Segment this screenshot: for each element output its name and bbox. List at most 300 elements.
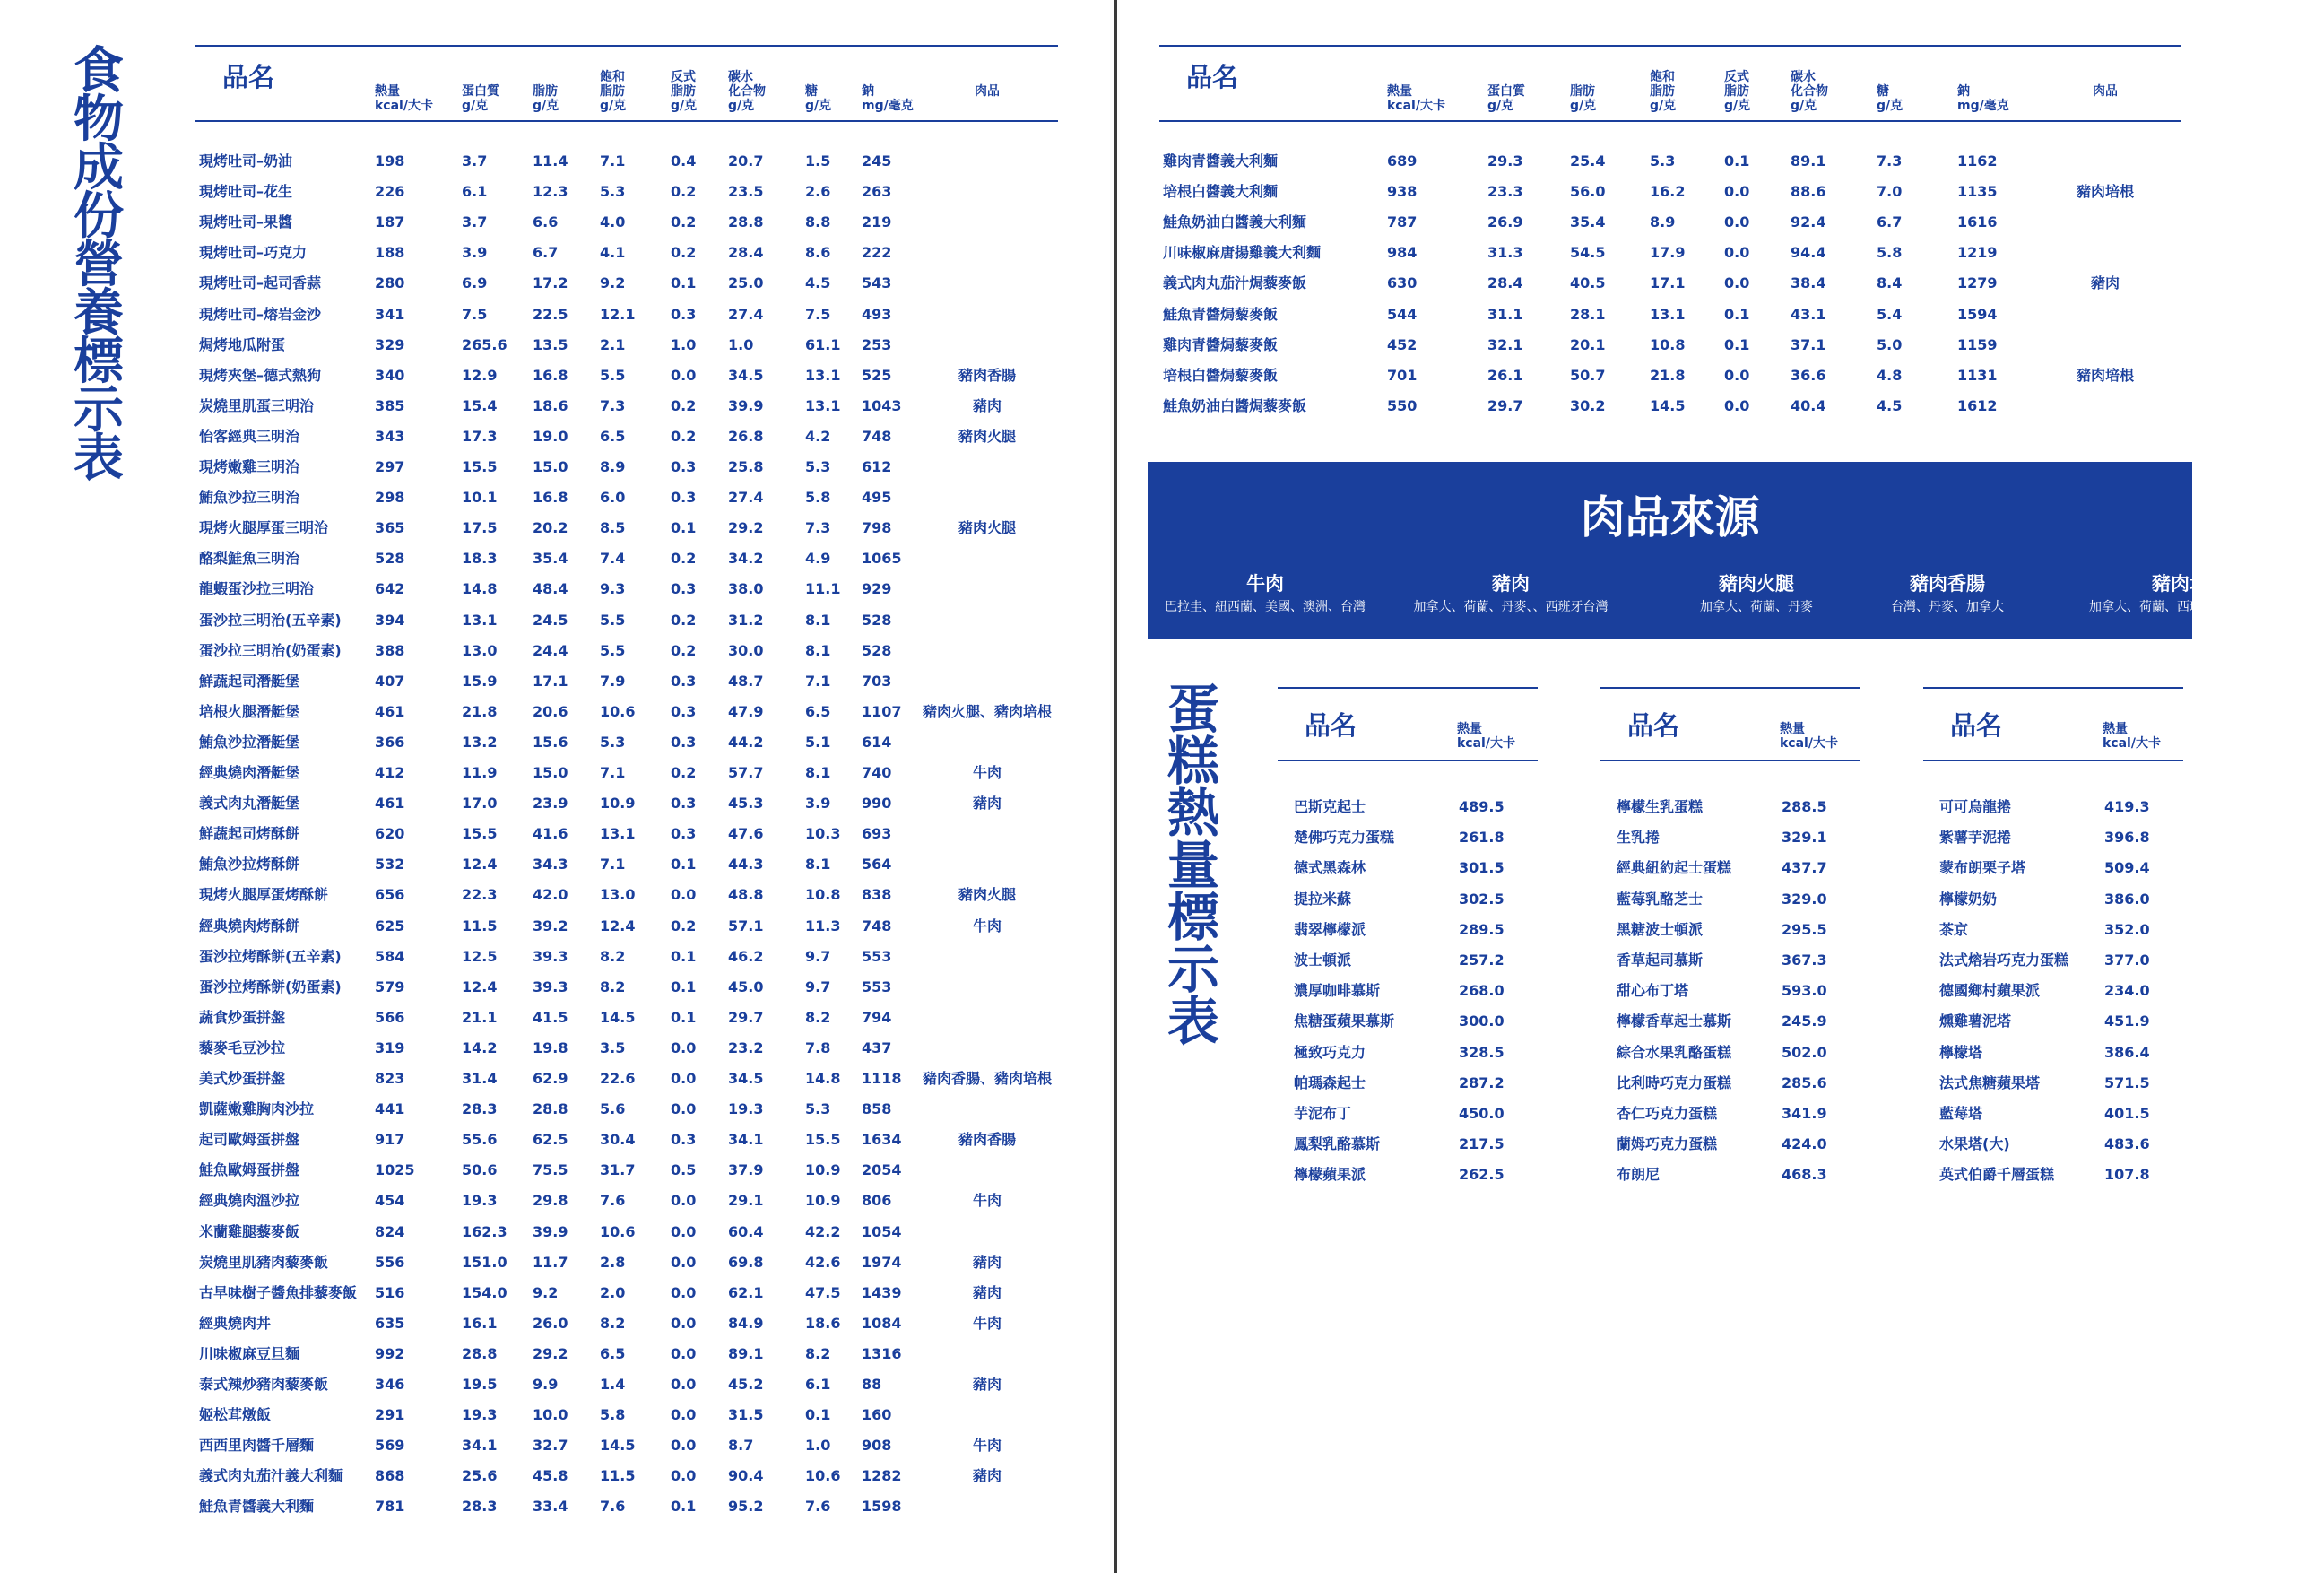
nutrient-value: 41.6 xyxy=(533,825,568,843)
nutrient-value: 48.7 xyxy=(728,672,764,690)
nutrient-value: 1.0 xyxy=(728,335,754,353)
column-header-line: 飽和 xyxy=(1650,70,1675,84)
cake-name: 香草起司慕斯 xyxy=(1617,952,1704,969)
item-name: 蛋沙拉三明治(五辛素) xyxy=(199,611,342,629)
column-header-line: 飽和 xyxy=(600,70,625,84)
nutrient-value: 37.9 xyxy=(728,1161,764,1179)
cake-kcal: 341.9 xyxy=(1782,1105,1827,1122)
nutrient-value: 0.2 xyxy=(671,244,697,262)
nutrient-value: 21.1 xyxy=(462,1008,498,1026)
nutrient-value: 26.9 xyxy=(1487,213,1523,231)
nutrient-value: 17.9 xyxy=(1650,244,1686,262)
nutrient-value: 10.9 xyxy=(805,1192,841,1210)
cake-column-header-name: 品名 xyxy=(1305,710,1357,741)
table-row xyxy=(195,1186,1058,1216)
cake-kcal: 285.6 xyxy=(1782,1073,1827,1091)
nutrient-value: 31.4 xyxy=(462,1070,498,1087)
column-header-line: kcal/大卡 xyxy=(2103,736,2161,751)
item-name: 經典燒肉溫沙拉 xyxy=(199,1192,300,1210)
cake-kcal: 287.2 xyxy=(1459,1073,1505,1091)
nutrient-value: 0.0 xyxy=(671,1314,697,1332)
nutrient-value: 0.0 xyxy=(671,1467,697,1485)
column-header xyxy=(728,70,766,113)
nutrient-value: 10.1 xyxy=(462,489,498,507)
nutrient-value: 2.1 xyxy=(600,335,626,353)
cake-kcal: 396.8 xyxy=(2104,829,2150,847)
nutrient-value: 0.2 xyxy=(671,427,697,445)
nutrient-value: 0.1 xyxy=(671,519,697,537)
cake-kcal: 295.5 xyxy=(1782,920,1827,938)
nutrient-value: 13.1 xyxy=(805,396,841,414)
cake-row xyxy=(1278,1006,1538,1037)
nutrient-value: 8.2 xyxy=(600,947,626,965)
nutrient-value: 12.5 xyxy=(462,947,498,965)
nutrient-value: 35.4 xyxy=(1570,213,1606,231)
cake-kcal: 262.5 xyxy=(1459,1166,1505,1184)
nutrient-value: 75.5 xyxy=(533,1161,568,1179)
nutrient-value: 614 xyxy=(862,733,892,751)
nutrient-value: 23.2 xyxy=(728,1039,764,1056)
nutrient-value: 1974 xyxy=(862,1253,902,1271)
nutrient-value: 412 xyxy=(375,764,405,781)
nutrient-value: 8.2 xyxy=(600,978,626,995)
nutrient-value: 495 xyxy=(862,489,892,507)
cake-name: 蒙布朗栗子塔 xyxy=(1939,859,2026,877)
cake-kcal: 377.0 xyxy=(2104,952,2150,969)
nutrient-value: 7.3 xyxy=(600,396,626,414)
column-header xyxy=(1877,84,1903,113)
nutrient-value: 461 xyxy=(375,702,405,720)
cake-name: 芋泥布丁 xyxy=(1294,1105,1352,1122)
nutrient-value: 62.5 xyxy=(533,1131,568,1149)
table-row xyxy=(195,1461,1058,1491)
nutrient-value: 6.1 xyxy=(462,183,488,201)
nutrient-value: 0.0 xyxy=(671,886,697,904)
column-header-line: g/克 xyxy=(671,99,698,113)
nutrient-value: 25.8 xyxy=(728,458,764,475)
nutrient-value: 0.5 xyxy=(671,1161,697,1179)
nutrient-value: 990 xyxy=(862,795,892,813)
nutrient-value: 6.1 xyxy=(805,1376,831,1393)
cake-name: 藍莓乳酪芝士 xyxy=(1617,890,1704,908)
nutrient-value: 55.6 xyxy=(462,1131,498,1149)
nutrient-value: 703 xyxy=(862,672,892,690)
nutrient-value: 1043 xyxy=(862,396,902,414)
nutrient-value: 16.8 xyxy=(533,366,568,384)
nutrient-value: 39.3 xyxy=(533,947,568,965)
cake-row xyxy=(1923,792,2183,822)
nutrient-value: 57.7 xyxy=(728,764,764,781)
nutrient-value: 8.5 xyxy=(600,519,626,537)
title-nutrition-char: 表 xyxy=(74,430,124,488)
cake-name: 濃厚咖啡慕斯 xyxy=(1294,982,1381,1000)
title-nutrition-char: 成 xyxy=(74,139,124,197)
item-name: 培根火腿潛艇堡 xyxy=(199,702,300,720)
column-header-line: g/克 xyxy=(462,99,489,113)
nutrient-value: 10.6 xyxy=(805,1467,841,1485)
column-header-line: 反式 xyxy=(671,70,696,84)
nutrient-value: 26.1 xyxy=(1487,366,1523,384)
nutrient-value: 22.5 xyxy=(533,305,568,323)
title-nutrition-char: 食 xyxy=(74,42,124,100)
item-name: 美式炒蛋拼盤 xyxy=(199,1070,286,1087)
cake-row xyxy=(1600,1099,1860,1129)
nutrient-value: 748 xyxy=(862,427,892,445)
page-divider xyxy=(1114,0,1117,1573)
title-cake-char: 熱 xyxy=(1166,783,1219,844)
nutrient-value: 12.1 xyxy=(600,305,636,323)
nutrient-value: 0.3 xyxy=(671,795,697,813)
nutrient-value: 12.3 xyxy=(533,183,568,201)
meat-type: 豬肉火腿 xyxy=(958,427,1016,445)
cake-name: 蘭姆巧克力蛋糕 xyxy=(1617,1135,1718,1153)
cake-row xyxy=(1600,945,1860,976)
column-header-line: 脂肪 xyxy=(671,84,696,99)
meat-origin: 加拿大、荷蘭、丹麥、、西班牙台灣 xyxy=(1413,600,1609,614)
nutrient-value: 45.0 xyxy=(728,978,764,995)
column-header-line: 蛋白質 xyxy=(1487,84,1525,99)
cake-name: 英式伯爵千層蛋糕 xyxy=(1939,1166,2055,1184)
table-row xyxy=(195,788,1058,819)
cake-kcal: 401.5 xyxy=(2104,1105,2150,1122)
nutrient-value: 366 xyxy=(375,733,405,751)
nutrient-value: 0.3 xyxy=(671,305,697,323)
nutrient-value: 0.0 xyxy=(671,1253,697,1271)
meat-type: 豬肉 xyxy=(972,1283,1002,1301)
column-header-line: kcal/大卡 xyxy=(1457,736,1515,751)
nutrient-value: 8.7 xyxy=(728,1437,754,1455)
cake-column-header-name: 品名 xyxy=(1950,710,2003,741)
item-name: 川味椒麻唐揚雞義大利麵 xyxy=(1163,244,1322,262)
nutrient-value: 556 xyxy=(375,1253,405,1271)
nutrient-value: 0.1 xyxy=(671,978,697,995)
cake-name: 水果塔(大) xyxy=(1939,1135,2010,1153)
meat-type: 豬肉香腸 xyxy=(958,1131,1016,1149)
nutrient-value: 823 xyxy=(375,1070,405,1087)
nutrient-value: 15.6 xyxy=(533,733,568,751)
nutrient-value: 3.9 xyxy=(462,244,488,262)
nutrient-value: 343 xyxy=(375,427,405,445)
table-row xyxy=(195,1003,1058,1033)
item-name: 鮮蔬起司潛艇堡 xyxy=(199,672,300,690)
nutrient-value: 17.0 xyxy=(462,795,498,813)
nutrient-value: 0.0 xyxy=(671,1344,697,1362)
item-name: 現烤吐司–起司香蒜 xyxy=(199,274,322,292)
column-header-line: kcal/大卡 xyxy=(375,99,433,113)
nutrient-value: 29.3 xyxy=(1487,152,1523,169)
nutrient-value: 740 xyxy=(862,764,892,781)
nutrient-value: 365 xyxy=(375,519,405,537)
cake-kcal: 300.0 xyxy=(1459,1012,1505,1030)
nutrient-value: 1612 xyxy=(1957,396,1998,414)
nutrient-value: 8.1 xyxy=(805,764,831,781)
cake-kcal: 288.5 xyxy=(1782,798,1827,815)
meat-type: 豬肉火腿 xyxy=(958,886,1016,904)
nutrient-value: 1131 xyxy=(1957,366,1998,384)
nutrient-value: 0.0 xyxy=(671,1222,697,1240)
table-row xyxy=(195,1278,1058,1308)
nutrient-value: 13.0 xyxy=(600,886,636,904)
column-header xyxy=(862,84,914,113)
nutrient-value: 1598 xyxy=(862,1498,902,1516)
nutrient-value: 25.0 xyxy=(728,274,764,292)
nutrient-value: 794 xyxy=(862,1008,892,1026)
nutrient-value: 0.0 xyxy=(1724,183,1750,201)
nutrient-value: 19.0 xyxy=(533,427,568,445)
column-header-line: g/克 xyxy=(1487,99,1514,113)
table-row xyxy=(195,300,1058,330)
nutrient-value: 0.2 xyxy=(671,550,697,568)
cake-row xyxy=(1923,1068,2183,1099)
table-row xyxy=(195,1033,1058,1064)
table-row xyxy=(195,666,1058,697)
nutrient-value: 564 xyxy=(862,856,892,873)
nutrient-value: 0.2 xyxy=(671,183,697,201)
nutrient-value: 39.3 xyxy=(533,978,568,995)
nutrient-value: 0.0 xyxy=(671,1192,697,1210)
nutrient-value: 162.3 xyxy=(462,1222,507,1240)
nutrient-value: 0.1 xyxy=(1724,305,1750,323)
cake-name: 生乳捲 xyxy=(1617,829,1661,847)
cake-kcal: 386.0 xyxy=(2104,890,2150,908)
cake-row xyxy=(1923,1099,2183,1129)
nutrient-value: 39.9 xyxy=(533,1222,568,1240)
table-row xyxy=(195,391,1058,421)
column-header-line: g/克 xyxy=(1650,99,1677,113)
cake-row xyxy=(1278,1038,1538,1068)
nutrient-value: 1084 xyxy=(862,1314,902,1332)
cake-kcal: 571.5 xyxy=(2104,1073,2150,1091)
cake-table-top-rule xyxy=(1923,687,2183,689)
table-row xyxy=(195,727,1058,758)
nutrient-value: 23.9 xyxy=(533,795,568,813)
column-header-line: 肉品 xyxy=(2093,84,2118,99)
nutrient-value: 394 xyxy=(375,611,405,629)
nutrient-value: 33.4 xyxy=(533,1498,568,1516)
table-row xyxy=(195,238,1058,268)
nutrient-value: 5.1 xyxy=(805,733,831,751)
nutrient-value: 89.1 xyxy=(1791,152,1826,169)
nutrient-value: 2.8 xyxy=(600,1253,626,1271)
cake-kcal: 245.9 xyxy=(1782,1012,1827,1030)
nutrient-value: 298 xyxy=(375,489,405,507)
nutrient-value: 689 xyxy=(1387,152,1418,169)
nutrient-value: 17.2 xyxy=(533,274,568,292)
nutrient-value: 0.0 xyxy=(671,1039,697,1056)
nutrient-value: 22.3 xyxy=(462,886,498,904)
title-cake-char: 蛋 xyxy=(1166,679,1219,740)
cake-row xyxy=(1600,884,1860,915)
nutrient-value: 8.1 xyxy=(805,856,831,873)
nutrient-value: 30.4 xyxy=(600,1131,636,1149)
meat-type: 豬肉 xyxy=(972,795,1002,813)
cake-row xyxy=(1600,915,1860,945)
nutrient-value: 10.9 xyxy=(805,1161,841,1179)
table-row xyxy=(195,819,1058,849)
item-name: 培根白醬義大利麵 xyxy=(1163,183,1279,201)
column-header-line: g/克 xyxy=(1724,99,1751,113)
nutrient-value: 14.5 xyxy=(1650,396,1686,414)
nutrient-value: 28.4 xyxy=(728,244,764,262)
cake-table-header-rule xyxy=(1278,760,1538,761)
cake-kcal: 257.2 xyxy=(1459,952,1505,969)
nutrient-value: 5.3 xyxy=(805,1100,831,1118)
cake-name: 極致巧克力 xyxy=(1294,1043,1366,1061)
nutrient-value: 34.1 xyxy=(728,1131,764,1149)
nutrient-value: 29.8 xyxy=(533,1192,568,1210)
nutrient-value: 50.7 xyxy=(1570,366,1606,384)
cake-name: 德國鄉村蘋果派 xyxy=(1939,982,2041,1000)
nutrient-value: 89.1 xyxy=(728,1344,764,1362)
page-title-cake xyxy=(1161,679,1226,1052)
nutrient-value: 5.0 xyxy=(1877,335,1903,353)
cake-row xyxy=(1600,792,1860,822)
nutrient-value: 19.8 xyxy=(533,1039,568,1056)
nutrient-value: 0.2 xyxy=(671,396,697,414)
title-nutrition-char: 示 xyxy=(74,381,124,439)
item-name: 焗烤地瓜附蛋 xyxy=(199,335,286,353)
meat-type: 牛肉 xyxy=(972,1437,1002,1455)
nutrient-value: 0.3 xyxy=(671,489,697,507)
nutrient-value: 4.5 xyxy=(805,274,831,292)
cake-kcal: 217.5 xyxy=(1459,1135,1505,1153)
nutrient-value: 13.1 xyxy=(462,611,498,629)
nutrient-value: 222 xyxy=(862,244,892,262)
nutrient-value: 584 xyxy=(375,947,405,965)
cake-row xyxy=(1278,945,1538,976)
column-header-line: g/克 xyxy=(600,99,627,113)
cake-name: 法式焦糖蘋果塔 xyxy=(1939,1073,2041,1091)
nutrient-value: 23.3 xyxy=(1487,183,1523,201)
cake-table-top-rule xyxy=(1600,687,1860,689)
cake-name: 燻雞薯泥塔 xyxy=(1939,1012,2012,1030)
cake-kcal: 107.8 xyxy=(2104,1166,2150,1184)
nutrient-value: 6.7 xyxy=(1877,213,1903,231)
nutrient-value: 46.2 xyxy=(728,947,764,965)
nutrient-value: 0.2 xyxy=(671,764,697,781)
nutrient-value: 45.2 xyxy=(728,1376,764,1393)
item-name: 蛋沙拉三明治(奶蛋素) xyxy=(199,641,342,659)
nutrient-value: 8.9 xyxy=(600,458,626,475)
table-row xyxy=(195,207,1058,238)
item-name: 米蘭雞腿藜麥飯 xyxy=(199,1222,300,1240)
nutrient-value: 9.2 xyxy=(600,274,626,292)
nutrient-value: 11.7 xyxy=(533,1253,568,1271)
nutrient-value: 4.1 xyxy=(600,244,626,262)
cake-name: 巴斯克起士 xyxy=(1294,798,1366,815)
column-header-line: 熱量 xyxy=(375,84,400,99)
nutrient-value: 0.3 xyxy=(671,825,697,843)
column-header-line: 糖 xyxy=(1877,84,1889,99)
nutrient-value: 17.1 xyxy=(533,672,568,690)
column-header-line: 碳水 xyxy=(1791,70,1816,84)
nutrient-value: 388 xyxy=(375,641,405,659)
cake-kcal: 302.5 xyxy=(1459,890,1505,908)
cake-kcal: 329.1 xyxy=(1782,829,1827,847)
nutrient-value: 642 xyxy=(375,580,405,598)
nutrient-value: 198 xyxy=(375,152,405,169)
column-header xyxy=(805,84,831,113)
nutrient-value: 4.9 xyxy=(805,550,831,568)
nutrient-value: 28.3 xyxy=(462,1100,498,1118)
nutrient-value: 992 xyxy=(375,1344,405,1362)
nutrient-value: 329 xyxy=(375,335,405,353)
table-row xyxy=(195,1369,1058,1400)
meat-kind: 豬肉火腿 xyxy=(1719,573,1794,595)
nutrient-value: 620 xyxy=(375,825,405,843)
table-row xyxy=(195,1491,1058,1522)
nutrient-value: 5.5 xyxy=(600,366,626,384)
nutrient-value: 34.3 xyxy=(533,856,568,873)
cake-row xyxy=(1278,884,1538,915)
nutrient-value: 0.3 xyxy=(671,1131,697,1149)
nutrient-value: 1634 xyxy=(862,1131,902,1149)
nutrient-value: 16.2 xyxy=(1650,183,1686,201)
meat-type: 豬肉培根 xyxy=(2076,366,2134,384)
nutrient-value: 1118 xyxy=(862,1070,902,1087)
cake-kcal: 386.4 xyxy=(2104,1043,2150,1061)
nutrient-value: 69.8 xyxy=(728,1253,764,1271)
nutrient-value: 917 xyxy=(375,1131,405,1149)
meat-type: 豬肉火腿、豬肉培根 xyxy=(922,702,1052,720)
nutrient-value: 7.1 xyxy=(600,764,626,781)
column-header-line: kcal/大卡 xyxy=(1387,99,1445,113)
item-name: 鮭魚奶油白醬義大利麵 xyxy=(1163,213,1307,231)
nutrient-value: 0.0 xyxy=(671,1100,697,1118)
nutrient-value: 0.1 xyxy=(671,947,697,965)
meat-type: 豬肉香腸 xyxy=(958,366,1016,384)
nutrient-value: 253 xyxy=(862,335,892,353)
cake-kcal: 593.0 xyxy=(1782,982,1827,1000)
nutrient-value: 29.7 xyxy=(1487,396,1523,414)
nutrient-value: 543 xyxy=(862,274,892,292)
nutrient-value: 6.9 xyxy=(462,274,488,292)
nutrient-value: 95.2 xyxy=(728,1498,764,1516)
nutrient-value: 6.5 xyxy=(805,702,831,720)
nutrient-value: 532 xyxy=(375,856,405,873)
item-name: 現烤吐司–果醬 xyxy=(199,213,293,231)
nutrient-value: 7.6 xyxy=(600,1192,626,1210)
cake-name: 檸檬蘋果派 xyxy=(1294,1166,1366,1184)
meat-origin: 巴拉圭、紐西蘭、美國、澳洲、台灣 xyxy=(1165,600,1366,614)
cake-kcal: 328.5 xyxy=(1459,1043,1505,1061)
nutrient-value: 39.2 xyxy=(533,917,568,934)
nutrient-value: 569 xyxy=(375,1437,405,1455)
nutrient-value: 11.4 xyxy=(533,152,568,169)
nutrient-value: 27.4 xyxy=(728,489,764,507)
nutrient-value: 21.8 xyxy=(462,702,498,720)
nutrient-value: 265.6 xyxy=(462,335,507,353)
nutrient-value: 0.4 xyxy=(671,152,697,169)
nutrient-value: 929 xyxy=(862,580,892,598)
nutrient-value: 5.6 xyxy=(600,1100,626,1118)
nutrient-value: 30.2 xyxy=(1570,396,1606,414)
nutrient-value: 340 xyxy=(375,366,405,384)
nutrient-value: 94.4 xyxy=(1791,244,1826,262)
nutrient-value: 3.5 xyxy=(600,1039,626,1056)
nutrient-value: 2.0 xyxy=(600,1283,626,1301)
nutrient-value: 0.0 xyxy=(1724,244,1750,262)
nutrient-value: 5.8 xyxy=(805,489,831,507)
title-nutrition-char: 份 xyxy=(74,187,124,246)
nutrient-value: 15.9 xyxy=(462,672,498,690)
column-header-line: 化合物 xyxy=(728,84,766,99)
nutrient-value: 1065 xyxy=(862,550,902,568)
nutrient-value: 3.7 xyxy=(462,152,488,169)
cake-row xyxy=(1600,1160,1860,1190)
table-row xyxy=(195,482,1058,513)
cake-name: 布朗尼 xyxy=(1617,1166,1661,1184)
